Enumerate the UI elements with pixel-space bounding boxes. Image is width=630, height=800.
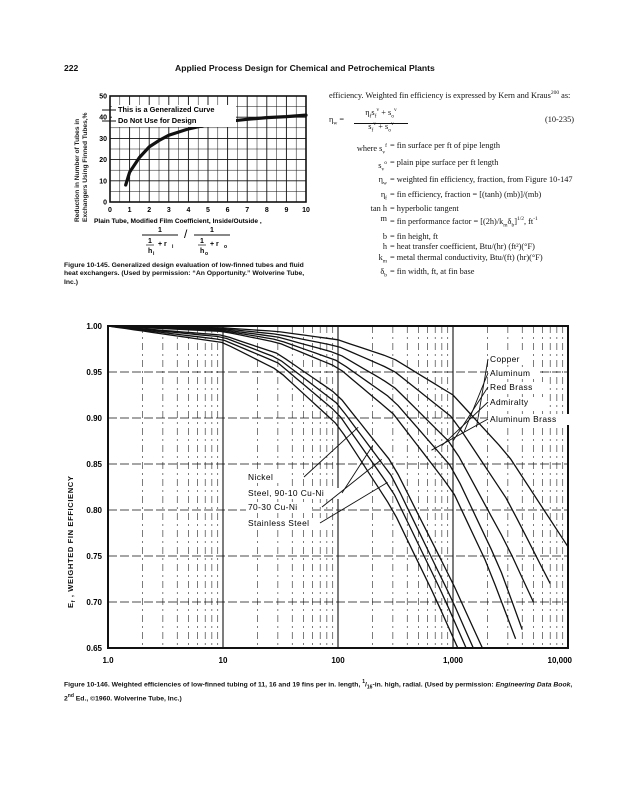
- body-text: [329, 88, 574, 281]
- definition-row: [329, 141, 574, 158]
- frac-left-sub: i: [172, 244, 174, 250]
- fig146-series-line: [108, 326, 466, 648]
- book-title: Applied Process Design for Chemical and Petrochemical Plants: [175, 63, 435, 73]
- frac-right-h: h: [200, 248, 205, 255]
- fig145-x-ticks: [108, 207, 310, 214]
- fig146-leader-line: [464, 373, 488, 432]
- frac-right-sub: o: [224, 244, 228, 250]
- fig146-y-tick-label: 0.65: [86, 644, 102, 653]
- fig146-leader-line: [304, 427, 358, 477]
- eq-num-sup3: v: [394, 107, 397, 114]
- fig146-y-ticks: [86, 322, 102, 653]
- fig145-x-label: Plain Tube, Modified Film Coefficient, Inside/Outside ,: [94, 218, 262, 225]
- fig146-leader-line: [476, 359, 488, 427]
- fig145-x-tick-label: 1: [127, 207, 132, 214]
- fig146-caption-b: -in. high, radial. (Used by permission:: [372, 681, 496, 689]
- fig146-material-label: Admiralty: [490, 397, 529, 407]
- fig146-caption-d: Ed., ©1960. Wolverine Tube, Inc.): [73, 695, 182, 703]
- fig146-chart: [60, 318, 580, 670]
- eq-lhs-eta: η: [329, 115, 334, 125]
- fig145-y-tick-label: 30: [99, 135, 107, 143]
- fig146-y-tick-label: 0.75: [86, 552, 102, 561]
- eq-den-sub2: o: [388, 127, 391, 134]
- fig146-y-tick-label: 0.85: [86, 460, 102, 469]
- fig146-caption-frac-den: 16: [366, 684, 373, 691]
- eq-den-sup2: v: [390, 121, 394, 128]
- fig146-y-title-sub: f: [71, 599, 77, 603]
- eq-numerator: $\eta_fs_f^v + s_o^v$: [354, 105, 408, 124]
- intro-paragraph: [329, 88, 574, 101]
- fig146-material-label: Nickel: [248, 472, 274, 482]
- fig146-y-title-e: E: [66, 602, 75, 608]
- intro-text: efficiency. Weighted fin efficiency is expressed by Kern and Kraus: [329, 90, 551, 100]
- fig146-leader-line: [431, 419, 488, 450]
- fig145-fraction: [142, 227, 230, 257]
- frac-left-plus: + r: [158, 241, 167, 248]
- fig145-x-tick-label: 7: [245, 207, 250, 214]
- eq-num-sub: f: [374, 113, 377, 120]
- fig146-series-line: [108, 326, 522, 630]
- definition-row: [329, 158, 574, 175]
- definition-text: = metal thermal conductivity, Btu/(ft) (hr)(°F): [390, 252, 543, 262]
- fig145-y-tick-label: 10: [99, 178, 107, 186]
- fig146-caption-italic: Engineering Data Book: [495, 681, 571, 689]
- fig145-chart: [80, 92, 320, 258]
- fig146-caption-c: , 2: [64, 681, 573, 703]
- definition-text: = weighted fin efficiency, fraction, from Figure 10-147: [390, 175, 573, 185]
- intro-ref: 200: [550, 90, 560, 96]
- fig146-y-tick-label: 0.70: [86, 598, 102, 607]
- fig145-x-tick-label: 10: [302, 207, 310, 214]
- frac-left-den-one: 1: [148, 238, 152, 245]
- fig146-caption-frac-num: 1: [362, 679, 366, 685]
- frac-right-h-sub: o: [205, 251, 209, 257]
- eq-denominator: [354, 119, 408, 136]
- definition-term: h: [382, 242, 387, 252]
- frac-right-plus: + r: [210, 241, 219, 248]
- fig145-x-tick-label: 8: [264, 207, 269, 214]
- fig146-y-tick-label: 0.95: [86, 368, 102, 377]
- fig145-x-tick-label: 6: [225, 207, 230, 214]
- fig146-x-tick-label: 1.0: [102, 656, 114, 665]
- eq-den-plus: + s: [376, 122, 389, 132]
- fig146-leader-line: [453, 387, 488, 441]
- definition-term: where $s_v^f$: [356, 143, 387, 156]
- definition-term: b: [382, 231, 387, 241]
- definition-term: $\delta_b$: [380, 266, 387, 279]
- fig146-material-label: Red Brass: [490, 382, 533, 392]
- definition-row: [329, 175, 574, 189]
- definition-row: [329, 214, 574, 231]
- definition-row: [329, 204, 574, 215]
- fig145-x-tick-label: 0: [108, 207, 112, 214]
- definition-term: $s_v^o$: [378, 160, 387, 173]
- fig146-caption-sup: nd: [67, 693, 74, 700]
- frac-left-h: h: [148, 248, 153, 255]
- fig146-y-tick-label: 1.00: [86, 322, 102, 331]
- frac-slash: /: [184, 227, 188, 241]
- fig146-x-tick-label: 100: [331, 656, 345, 665]
- definition-text: = fin performance factor = $[(2h)/k_m\delta_b]^{1/2}$, $ft^{-1}$: [390, 216, 538, 229]
- fig146-series-line: [108, 326, 458, 648]
- fig145-y-tick-label: 50: [99, 93, 107, 101]
- definition-term: $\eta_w$: [378, 175, 387, 188]
- fig145-y-tick-label: 40: [99, 114, 107, 122]
- fig146-material-label: Aluminum Brass: [490, 414, 557, 424]
- fig146-x-tick-label: 1,000: [442, 656, 464, 665]
- fig145-y-title-line1: Reduction in Number of Tubes in: [74, 118, 81, 222]
- fig146-series-line: [108, 326, 516, 639]
- definition-text: = fin surface per ft of pipe length: [390, 141, 500, 151]
- eq-lhs: $\eta_w$ =: [329, 115, 345, 128]
- frac-right-num: 1: [210, 227, 214, 234]
- frac-left-num: 1: [158, 227, 162, 234]
- fig145-y-tick-label: 0: [103, 199, 107, 207]
- definition-term: $k_m$: [378, 252, 387, 265]
- fig146-y-tick-label: 0.80: [86, 506, 102, 515]
- fig146-material-label: Stainless Steel: [248, 518, 310, 528]
- eq-num-plus: + s: [379, 108, 392, 118]
- fig146-leader-line: [342, 446, 373, 493]
- fig145-caption: Figure 10-145. Generalized design evaluation of low-finned tubes and fluid heat exchangers. (Used by permission: “An Opportunity.” Wolverine Tube, Inc.): [64, 262, 305, 286]
- fig146-y-title-rest: , WEIGHTED FIN EFFICIENCY: [66, 475, 75, 600]
- fig145-y-tick-label: 20: [99, 157, 107, 165]
- definition-text: = hyperbolic tangent: [390, 203, 459, 213]
- definition-text: = fin height, ft: [390, 231, 438, 241]
- definition-row: [329, 253, 574, 267]
- fig145-note-line2: Do Not Use for Design: [118, 116, 197, 125]
- eq-num-sup: v: [376, 107, 380, 114]
- fig146-material-label: Aluminum: [490, 368, 531, 378]
- fig146-caption: Figure 10-146. Weighted efficiencies of low-finned tubing of 11, 16 and 19 fins per in. length, $^1/_{16}-in$. high, radial. (Used by permission: Engineering Data Book, 2nd Ed., ©1960. Wolverine Tube, Inc.): [64, 679, 573, 703]
- fig146-labels: [246, 354, 572, 529]
- definition-text: = heat transfer coefficient, Btu/(hr) (ft²)(°F): [390, 242, 535, 252]
- fig146-series-line: [108, 326, 550, 584]
- eq-num-eta: η: [365, 108, 370, 118]
- equation-number: (10-235): [544, 115, 574, 125]
- fig145-note-line1: This is a Generalized Curve: [118, 105, 215, 114]
- definition-row: [329, 190, 574, 204]
- eq-num-s: s: [371, 108, 375, 118]
- fig146-material-label: 70-30 Cu-Ni: [248, 502, 298, 512]
- equation: [329, 105, 574, 139]
- fig145-x-tick-label: 4: [186, 207, 191, 214]
- definition-term: m: [380, 214, 387, 224]
- fig145-x-tick-label: 2: [147, 207, 152, 214]
- fig146-caption-a: Figure 10-146. Weighted efficiencies of low-finned tubing of 11, 16 and 19 fins per in. length,: [64, 681, 363, 689]
- definition-term: tan h: [370, 203, 387, 213]
- definition-text: = fin width, ft, at fin base: [390, 266, 475, 276]
- fig146-material-label: Steel, 90-10 Cu-Ni: [248, 488, 325, 498]
- fig145-x-tick-label: 5: [206, 207, 210, 214]
- fig145-y-title-line2: Exchangers Using Finned Tubes,%: [82, 112, 89, 222]
- definition-row: [329, 267, 574, 281]
- definition-row: [329, 232, 574, 243]
- eq-lhs-sub: w: [333, 121, 338, 128]
- definitions-list: [329, 141, 574, 281]
- fig146-x-tick-label: 10: [218, 656, 228, 665]
- eq-den-sub: f: [371, 127, 374, 134]
- intro-end: as:: [559, 90, 571, 100]
- definition-text: = plain pipe surface per ft length: [390, 158, 499, 168]
- definition-row: [329, 242, 574, 253]
- fig146-series-line: [108, 326, 482, 648]
- definition-term: $\eta_f$: [380, 189, 387, 202]
- frac-left-h-sub: i: [153, 251, 155, 257]
- page-number: 222: [64, 63, 79, 73]
- eq-den-s: s: [368, 122, 372, 132]
- frac-right-den-one: 1: [200, 238, 204, 245]
- fig146-x-ticks: [102, 656, 572, 665]
- definition-text: = fin efficiency, fraction = [(tanh) (mb)]/(mb): [390, 189, 542, 199]
- eq-den-sup: v: [373, 121, 377, 128]
- fig145-x-tick-label: 9: [284, 207, 289, 214]
- eq-num-sub2: o: [391, 113, 395, 120]
- fig146-y-tick-label: 0.90: [86, 414, 102, 423]
- fig146-material-label: Copper: [490, 354, 520, 364]
- fig146-x-tick-label: 10,000: [547, 656, 572, 665]
- fig145-x-tick-label: 3: [166, 207, 171, 214]
